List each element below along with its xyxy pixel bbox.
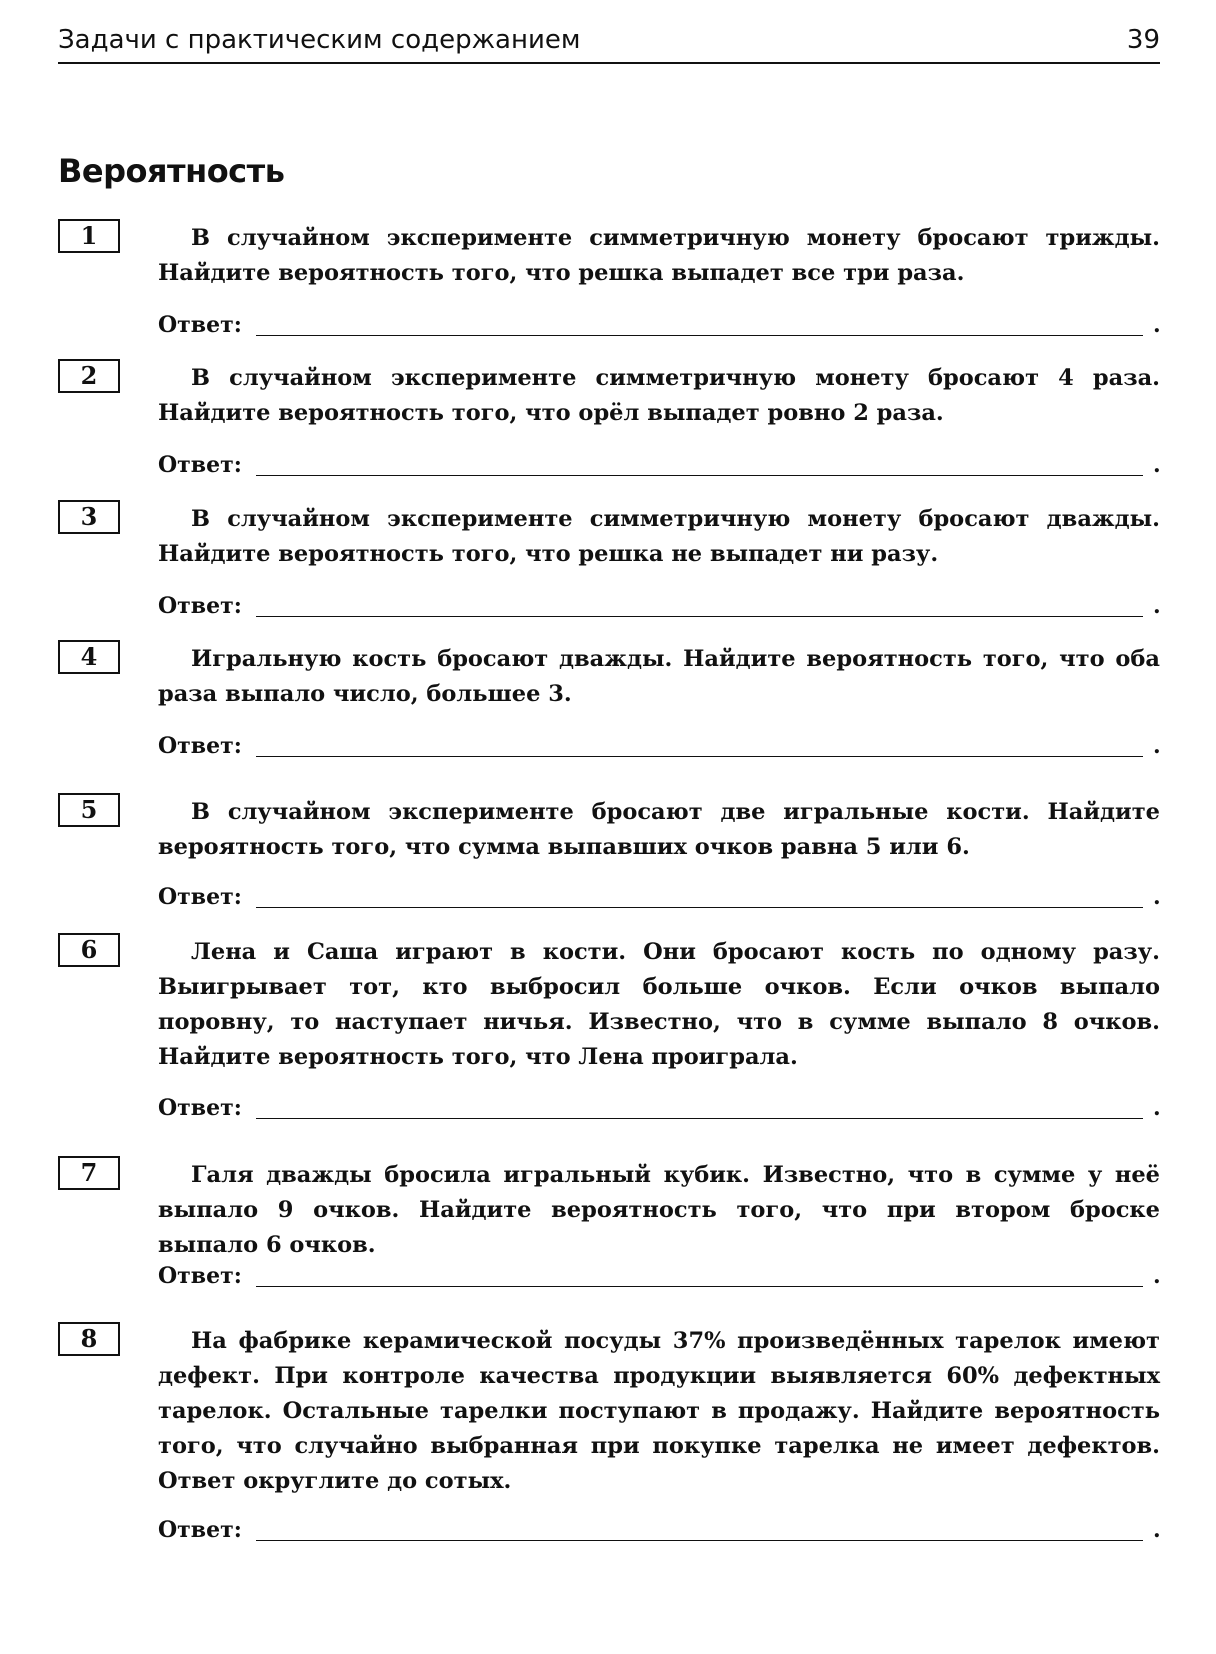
answer-label: Ответ: xyxy=(158,1517,242,1543)
answer-end-dot: . xyxy=(1153,1095,1161,1121)
answer-row-7 xyxy=(158,1261,1160,1291)
page-header xyxy=(58,18,1160,64)
answer-input-line[interactable] xyxy=(256,756,1143,757)
answer-end-dot: . xyxy=(1153,452,1161,478)
task-number-box: 4 xyxy=(58,640,120,674)
task-text: В случайном эксперименте симметричную монету бросают 4 раза. Найдите вероятность того, что орёл выпадет ровно 2 раза. xyxy=(158,365,1160,426)
answer-input-line[interactable] xyxy=(256,1540,1143,1541)
answer-row-3 xyxy=(158,591,1160,621)
task-text: Игральную кость бросают дважды. Найдите вероятность того, что оба раза выпало число, большее 3. xyxy=(158,646,1160,707)
answer-input-line[interactable] xyxy=(256,1286,1143,1287)
task-text: В случайном эксперименте симметричную монету бросают дважды. Найдите вероятность того, что решка не выпадет ни разу. xyxy=(158,506,1160,567)
task-text: Галя дважды бросила игральный кубик. Известно, что в сумме у неё выпало 9 очков. Найдите вероятность того, что при втором броске выпало 6 очков. xyxy=(158,1162,1160,1258)
section-title: Вероятность xyxy=(58,152,285,190)
answer-label: Ответ: xyxy=(158,733,242,759)
task-number-box: 6 xyxy=(58,933,120,967)
answer-input-line[interactable] xyxy=(256,1118,1143,1119)
answer-row-2 xyxy=(158,450,1160,480)
task-text: В случайном эксперименте бросают две игральные кости. Найдите вероятность того, что сумма выпавших очков равна 5 или 6. xyxy=(158,799,1160,860)
answer-label: Ответ: xyxy=(158,1263,242,1289)
task-number-box: 8 xyxy=(58,1322,120,1356)
answer-label: Ответ: xyxy=(158,593,242,619)
task-number-box: 1 xyxy=(58,219,120,253)
answer-input-line[interactable] xyxy=(256,335,1143,336)
answer-input-line[interactable] xyxy=(256,616,1143,617)
answer-input-line[interactable] xyxy=(256,475,1143,476)
answer-row-4 xyxy=(158,731,1160,761)
task-number-box: 2 xyxy=(58,359,120,393)
answer-end-dot: . xyxy=(1153,1517,1161,1543)
task-text: В случайном эксперименте симметричную монету бросают трижды. Найдите вероятность того, что решка выпадет все три раза. xyxy=(158,225,1160,286)
task-text: Лена и Саша играют в кости. Они бросают кость по одному разу. Выигрывает тот, кто выбросил больше очков. Если очков выпало поровну, то наступает ничья. Известно, что в сумме выпало 8 очков. Найдите вероятность того, что Лена проиграла. xyxy=(158,939,1160,1070)
answer-row-6 xyxy=(158,1093,1160,1123)
answer-input-line[interactable] xyxy=(256,907,1143,908)
answer-label: Ответ: xyxy=(158,1095,242,1121)
answer-end-dot: . xyxy=(1153,593,1161,619)
answer-end-dot: . xyxy=(1153,312,1161,338)
answer-label: Ответ: xyxy=(158,884,242,910)
task-text: На фабрике керамической посуды 37% произведённых тарелок имеют дефект. При контроле качества продукции выявляется 60% дефектных тарелок. Остальные тарелки поступают в продажу. Найдите вероятность того, что случайно выбранная при покупке тарелка не имеет дефектов. Ответ округлите до сотых. xyxy=(158,1328,1160,1494)
page-number: 39 xyxy=(1126,25,1160,55)
header-title: Задачи с практическим содержанием xyxy=(58,25,581,55)
answer-row-8 xyxy=(158,1515,1160,1545)
answer-row-5 xyxy=(158,882,1160,912)
task-number-box: 5 xyxy=(58,793,120,827)
answer-end-dot: . xyxy=(1153,884,1161,910)
answer-label: Ответ: xyxy=(158,452,242,478)
answer-row-1 xyxy=(158,310,1160,340)
task-number-box: 3 xyxy=(58,500,120,534)
task-number-box: 7 xyxy=(58,1156,120,1190)
answer-end-dot: . xyxy=(1153,1263,1161,1289)
answer-end-dot: . xyxy=(1153,733,1161,759)
answer-label: Ответ: xyxy=(158,312,242,338)
